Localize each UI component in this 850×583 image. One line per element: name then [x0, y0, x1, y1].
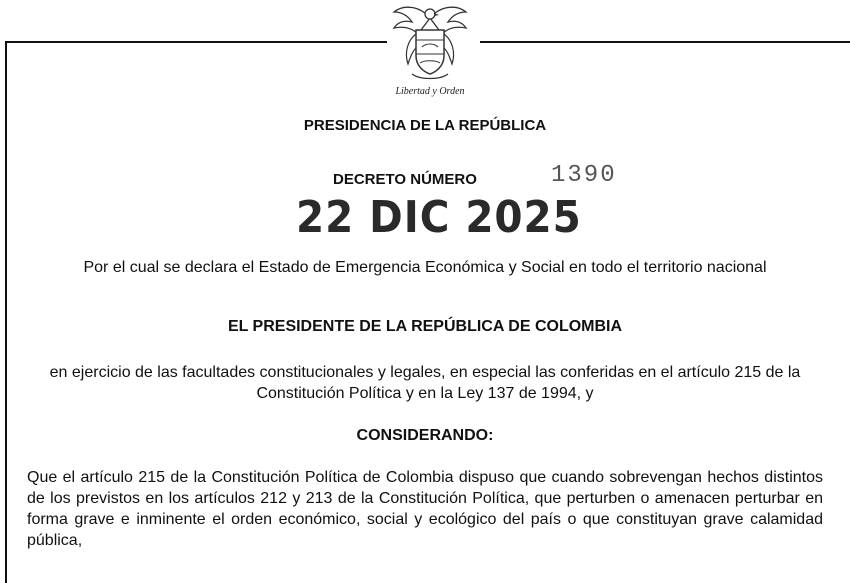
decree-number-row — [0, 162, 850, 192]
considering-heading: CONSIDERANDO: — [356, 427, 494, 444]
seal-motto: Libertad y Orden — [395, 86, 465, 97]
decree-number: 1390 — [551, 162, 617, 189]
office-title: PRESIDENCIA DE LA REPÚBLICA — [303, 117, 547, 134]
coat-of-arms-seal — [388, 0, 472, 100]
body-paragraph: Que el artículo 215 de la Constitución Política de Colombia dispuso que cuando sobrevengan hechos distintos de los previstos en los artículos 212 y 213 de la Constitución Política, que perturben o amenacen perturbar en forma grave e inminente el orden económico, social y ecológico del país o que constituyan grave calamidad pública, — [27, 469, 823, 549]
decree-label: DECRETO NÚMERO — [333, 171, 477, 188]
coat-of-arms-icon — [390, 0, 470, 86]
decree-purpose: Por el cual se declara el Estado de Emergencia Económica y Social en todo el territorio nacional — [83, 259, 767, 276]
issuer-heading: EL PRESIDENTE DE LA REPÚBLICA DE COLOMBIA — [227, 318, 623, 335]
date-stamp: 22 DIC 2025 — [296, 192, 582, 243]
powers-clause: en ejercicio de las facultades constitucionales y legales, en especial las conferidas en el artículo 215 de la Constitución Política y en la Ley 137 de 1994, y — [49, 364, 801, 402]
